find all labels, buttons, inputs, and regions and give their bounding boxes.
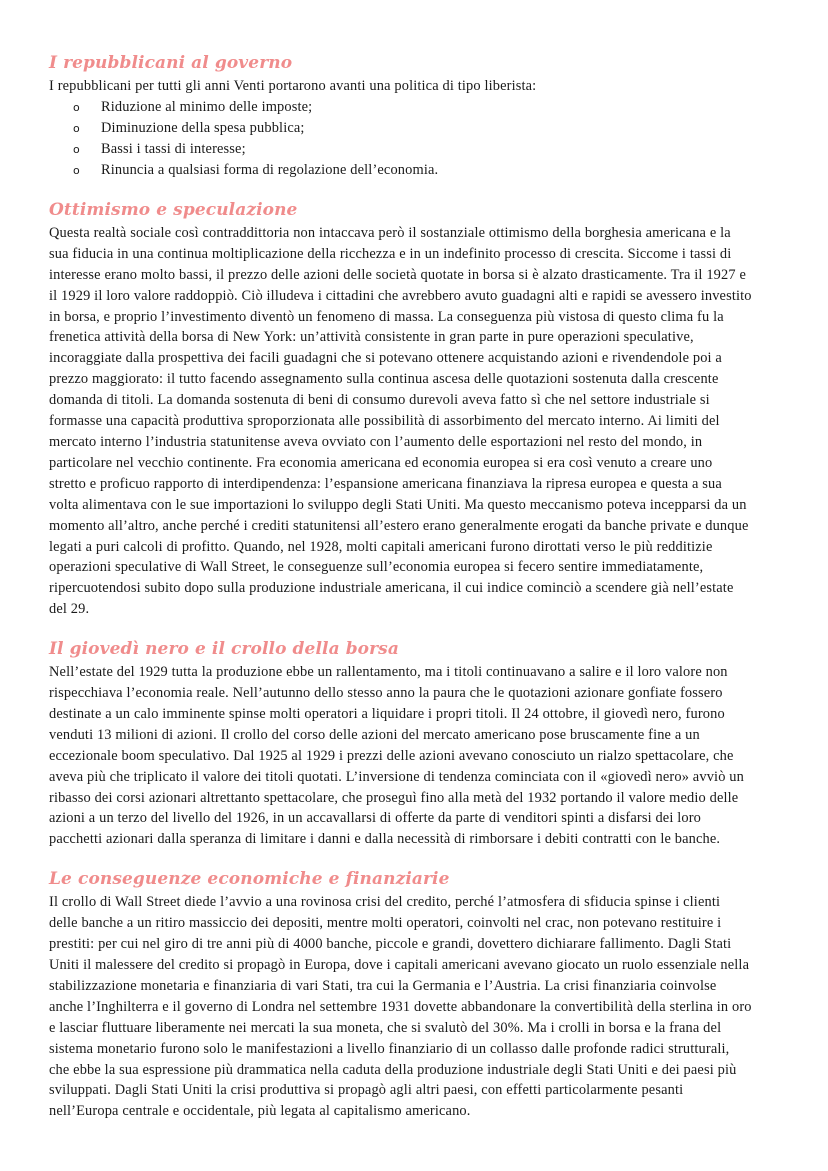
list-item-text: Bassi i tassi di interesse; (101, 140, 246, 157)
text-line: incoraggiate dalla prospettiva dei facili guadagni che si potevano ottenere acquistando azioni e rivendendole poi a (49, 350, 722, 367)
text-line: nell’Europa centrale e occidentale, più legata al capitalismo americano. (49, 1103, 471, 1120)
bullet-marker: o (73, 100, 80, 114)
text-line: ripercuotendosi subito dopo sulla produzione industriale americana, il cui indice cominciò a scendere già nell’estate (49, 580, 734, 597)
text-line: stabilizzazione monetaria e finanziaria di vari Stati, tra cui la Germania e l’Austria. La crisi finanziaria coinvolse (49, 977, 717, 994)
bullet-marker: o (73, 163, 80, 177)
text-line: sua fiducia in una continua moltiplicazione della ricchezza e in un indefinito processo di crescita. Siccome i tassi di (49, 245, 732, 262)
text-line: stretto e proficuo rapporto di interdipendenza: l’espansione americana finanziava la ripresa europea e questa a sua (49, 475, 722, 492)
text-line: legati a puri calcoli di profitto. Quando, nel 1928, molti capitali americani furono dirottati verso le più redditizie (49, 538, 713, 555)
text-line: e lasciar fluttuare liberamente nei mercati la sua moneta, che si svalutò del 30%. Ma i crolli in borsa e la frana del (49, 1019, 722, 1036)
text-line: venduti 13 milioni di azioni. Il crollo del corso delle azioni del mercato americano pose bruscamente fine a un (49, 726, 700, 743)
list-item (49, 97, 773, 118)
text-line: sistema monetario furono solo le manifestazioni a livello finanziario di un collasso dalle profonde radici strutturali, (49, 1040, 730, 1057)
text-line: del 29. (49, 601, 90, 618)
section-heading: Il giovedì nero e il crollo della borsa (49, 639, 399, 660)
text-line: in borsa, e proprio l’investimento diventò un fenomeno di massa. La conseguenza più vistosa di questo clima fu la (49, 308, 724, 325)
section-paragraph (49, 662, 773, 850)
text-line: ribasso dei corsi azionari altrettanto spettacolare, che proseguì fino alla metà del 1932 portando il valore medio delle (49, 789, 739, 806)
text-line: Nell’estate del 1929 tutta la produzione ebbe un rallentamento, ma i titoli continuavano a salire e il loro valore non (49, 664, 728, 681)
list-item (49, 118, 773, 139)
section-giovedi-nero (49, 638, 773, 850)
text-line: interesse erano molto bassi, il prezzo delle azioni delle società quotate in borsa si è alzato drasticamente. Tra il 1927 e (49, 266, 746, 283)
section-conseguenze (49, 868, 773, 1122)
text-line: che ebbe la sua espressione più drammatica nella caduta della produzione industriale degli Stati Uniti e dei paesi più (49, 1061, 737, 1078)
text-line: aveva più che triplicato il valore dei titoli quotati. L’inversione di tendenza cominciata con il «giovedì nero» avviò un (49, 768, 744, 785)
section-paragraph (49, 892, 773, 1122)
policy-list (49, 97, 773, 181)
text-line: prestiti: per cui nel giro di tre anni più di 4000 banche, piccole e grandi, dovettero dichiarare fallimento. Dagli Stati (49, 936, 732, 953)
section-heading: Le conseguenze economiche e finanziarie (49, 869, 450, 890)
text-line: Uniti il malessere del credito si propagò in Europa, dove i capitali americani avevano giocato un ruolo essenziale nella (49, 957, 750, 973)
text-line: frenetica attività della borsa di New York: un’attività consistente in gran parte in pure operazioni speculative, (49, 329, 694, 346)
bullet-marker: o (73, 121, 80, 135)
list-item-text: Riduzione al minimo delle imposte; (101, 98, 313, 115)
text-line: momento all’altro, anche perché i crediti statunitensi all’estero erano generalmente erogati da banche private e dunque (49, 517, 749, 534)
section-paragraph (49, 223, 773, 620)
section-heading: I repubblicani al governo (49, 53, 293, 73)
list-item (49, 139, 773, 160)
text-line: formasse una capacità produttiva sproporzionata alle possibilità di assorbimento del mercato interno. Ai limiti del (49, 413, 720, 430)
section-ottimismo (49, 199, 773, 620)
text-line: delle banche a un ritiro massiccio dei depositi, mentre molti operatori, coinvolti nel crac, non potevano restituire i (49, 915, 722, 932)
list-item-text: Diminuzione della spesa pubblica; (101, 119, 305, 136)
text-line: pacchetti azionari dalla speranza di limitare i danni e dalla necessità di rimborsare i debiti contratti con le banche. (49, 831, 721, 848)
text-line: volta alimentava con le sue importazioni lo sviluppo degli Stati Uniti. Ma questo meccanismo poteva incepparsi da un (49, 496, 747, 513)
list-item (49, 160, 773, 181)
text-line: prezzo maggiorato: il tutto facendo assegnamento sulla continua ascesa delle quotazioni sostenuta dalla crescente (49, 371, 719, 388)
section-intro: I repubblicani per tutti gli anni Venti portarono avanti una politica di tipo liberista: (49, 78, 537, 94)
text-line: rispecchiava l’economia reale. Nell’autunno dello stesso anno la paura che le quotazioni azionare gonfiate fossero (49, 685, 723, 702)
list-item-text: Rinuncia a qualsiasi forma di regolazione dell’economia. (101, 161, 439, 178)
text-line: Il crollo di Wall Street diede l’avvio a una rovinosa crisi del credito, perché l’atmosfera di sfiducia spinse i clienti (49, 894, 721, 911)
bullet-marker: o (73, 142, 80, 156)
text-line: mercato interno l’industria statunitense aveva ovviato con l’aumento delle esportazioni nel resto del mondo, in (49, 433, 703, 450)
text-line: anche l’Inghilterra e il governo di Londra nel settembre 1931 dovette abbandonare la convertibilità della sterlina in oro (49, 998, 752, 1015)
section-repubblicani (49, 52, 773, 181)
text-line: particolare nel vecchio continente. Fra economia americana ed economia europea si era così venuto a creare uno (49, 454, 713, 471)
text-line: il 1929 il loro valore raddoppiò. Ciò illudeva i cittadini che avrebbero avuto guadagni alti e rapidi se avessero investito (49, 287, 752, 304)
text-line: operazioni speculative di Wall Street, le conseguenze sull’economia europea si fecero sentire immediatamente, (49, 559, 704, 576)
text-line: eccezionale boom speculativo. Dal 1925 al 1929 i prezzi delle azioni avevano conosciuto un rialzo spettacolare, che (49, 747, 734, 764)
text-line: sviluppati. Dagli Stati Uniti la crisi produttiva si propagò agli altri paesi, con effetti particolarmente pesanti (49, 1082, 684, 1099)
text-line: azioni a un terzo del livello del 1926, in un accavallarsi di offerte da parte di venditori spinti a disfarsi dei loro (49, 810, 702, 827)
section-heading: Ottimismo e speculazione (49, 199, 298, 220)
text-line: destinate a un calo imminente spinse molti operatori a liquidare i propri titoli. Il 24 ottobre, il giovedì nero, furono (49, 705, 725, 722)
text-line: domanda di titoli. La domanda sostenuta di beni di consumo durevoli aveva fatto sì che nel settore industriale si (49, 392, 710, 409)
text-line: Questa realtà sociale così contraddittoria non intaccava però il sostanziale ottimismo della borghesia americana e la (49, 224, 731, 241)
